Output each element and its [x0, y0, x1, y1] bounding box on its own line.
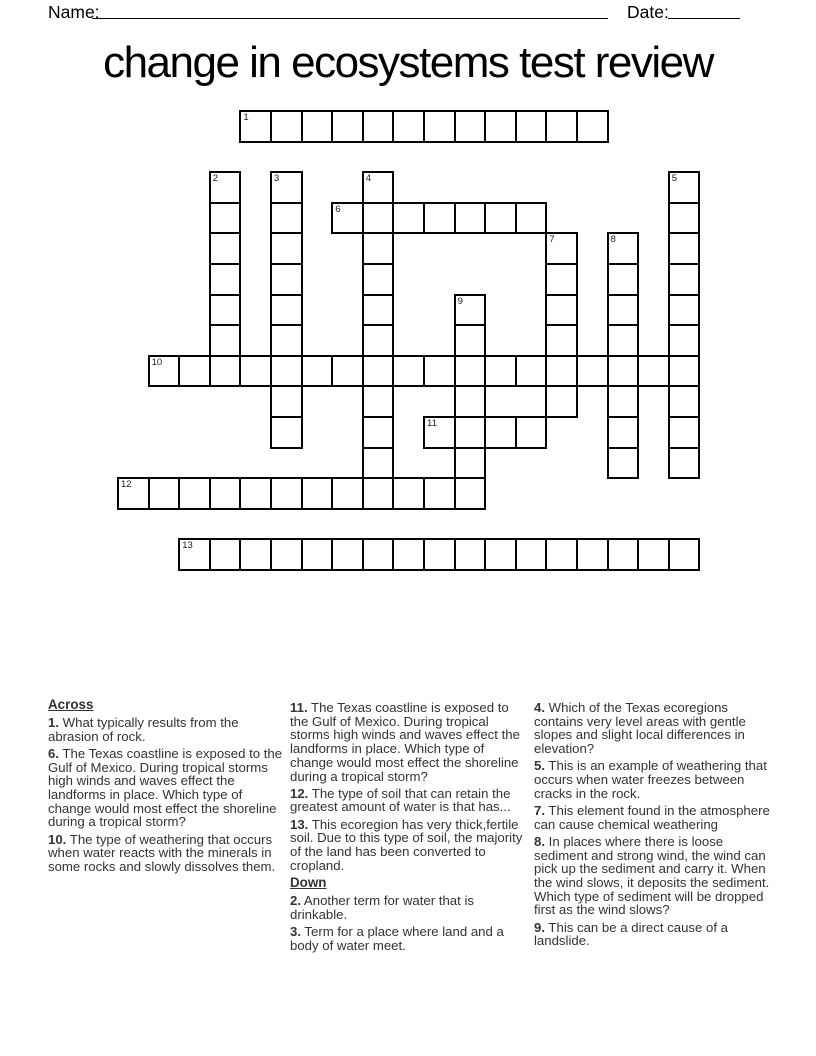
- grid-cell[interactable]: [178, 355, 211, 388]
- grid-cell[interactable]: [668, 416, 701, 449]
- clue-text: Another term for water that is drinkable.: [290, 892, 474, 922]
- grid-cell[interactable]: [668, 324, 701, 357]
- grid-cell[interactable]: [607, 324, 640, 357]
- grid-cell-10[interactable]: [148, 355, 181, 388]
- grid-cell[interactable]: [545, 538, 578, 571]
- grid-cell[interactable]: [331, 355, 364, 388]
- grid-cell[interactable]: [576, 110, 609, 143]
- grid-cell[interactable]: [515, 355, 548, 388]
- grid-cell[interactable]: [270, 202, 303, 235]
- grid-cell[interactable]: [607, 385, 640, 418]
- grid-cell[interactable]: [515, 416, 548, 449]
- grid-cell[interactable]: [668, 202, 701, 235]
- clue-number: 8.: [534, 833, 545, 849]
- grid-cell[interactable]: [454, 355, 487, 388]
- grid-cell[interactable]: [545, 324, 578, 357]
- grid-cell[interactable]: [239, 355, 272, 388]
- grid-cell-7[interactable]: [545, 232, 578, 265]
- grid-cell[interactable]: [178, 477, 211, 510]
- grid-cell-3[interactable]: [270, 171, 303, 204]
- grid-cell[interactable]: [668, 232, 701, 265]
- date-label: Date:: [627, 2, 669, 22]
- grid-cell[interactable]: [392, 110, 425, 143]
- grid-cell[interactable]: [270, 477, 303, 510]
- clue-number: 7.: [534, 802, 545, 818]
- grid-cell[interactable]: [362, 110, 395, 143]
- grid-cell[interactable]: [668, 538, 701, 571]
- clue-text: Term for a place where land and a body of water meet.: [290, 923, 504, 953]
- clue-6: [48, 747, 285, 829]
- grid-cell[interactable]: [362, 447, 395, 480]
- cell-number-2: 2: [212, 173, 219, 185]
- date-blank-line: [668, 18, 740, 19]
- cell-number-6: 6: [335, 203, 341, 215]
- clue-text: The type of soil that can retain the greatest amount of water is that has...: [290, 785, 511, 815]
- grid-cell[interactable]: [484, 385, 547, 418]
- clue-text: This is an example of weathering that occurs when water freezes between cracks in the rock.: [534, 758, 767, 801]
- cell-number-11: 11: [427, 418, 437, 429]
- grid-cell[interactable]: [301, 477, 334, 510]
- grid-cell[interactable]: [545, 355, 578, 388]
- grid-cell[interactable]: [484, 110, 517, 143]
- grid-cell[interactable]: [484, 355, 517, 388]
- page-title: change in ecosystems test review: [103, 38, 713, 87]
- clue-number: 10.: [48, 831, 67, 847]
- grid-cell[interactable]: [270, 110, 303, 143]
- cell-number-13: 13: [182, 540, 193, 552]
- grid-cell[interactable]: [270, 232, 303, 265]
- name-blank-line: [92, 18, 608, 19]
- grid-cell-2[interactable]: [209, 171, 242, 204]
- grid-cell[interactable]: [209, 538, 242, 571]
- grid-cell[interactable]: [362, 202, 395, 235]
- cell-number-12: 12: [121, 479, 132, 491]
- clue-text: In places where there is loose sediment and strong wind, the wind can pick up the sediment and carry it. When the wind slows, it deposits the sediment. Which type of sediment will be dropped first as the wind slows?: [534, 833, 770, 918]
- grid-cell[interactable]: [270, 294, 303, 327]
- grid-cell[interactable]: [301, 538, 334, 571]
- grid-cell[interactable]: [331, 477, 364, 510]
- grid-cell[interactable]: [362, 355, 395, 388]
- name-label: Name:: [48, 2, 100, 22]
- clue-10: [48, 833, 285, 874]
- grid-cell[interactable]: [331, 538, 364, 571]
- grid-cell[interactable]: [454, 324, 487, 357]
- clue-text: The Texas coastline is exposed to the Gulf of Mexico. During tropical storms high winds and waves effect the landforms in place. Which type of change would most effect the shoreline during a tropical storm?: [48, 745, 283, 830]
- grid-cell-12[interactable]: [117, 477, 150, 510]
- grid-cell[interactable]: [209, 202, 242, 235]
- grid-cell[interactable]: [454, 385, 487, 418]
- clue-number: 6.: [48, 745, 59, 761]
- clue-9: [534, 921, 771, 948]
- grid-cell[interactable]: [209, 324, 242, 357]
- grid-cell[interactable]: [301, 110, 334, 143]
- grid-cell[interactable]: [362, 294, 395, 327]
- clue-number: 12.: [290, 785, 309, 801]
- grid-cell[interactable]: [668, 355, 701, 388]
- clue-3: [290, 925, 527, 952]
- clue-column-across: [48, 698, 285, 877]
- grid-cell[interactable]: [270, 355, 303, 388]
- grid-cell[interactable]: [515, 538, 548, 571]
- grid-cell[interactable]: [607, 447, 640, 480]
- grid-cell[interactable]: [423, 202, 456, 235]
- grid-cell[interactable]: [423, 538, 456, 571]
- grid-cell[interactable]: [668, 385, 701, 418]
- clue-number: 2.: [290, 892, 301, 908]
- clue-text: The type of weathering that occurs when water reacts with the minerals in some rocks and slowly dissolves them.: [48, 831, 276, 875]
- grid-cell[interactable]: [454, 447, 487, 480]
- clue-column-down: [534, 698, 771, 951]
- grid-cell[interactable]: [270, 416, 303, 449]
- clue-7: [534, 804, 771, 831]
- clue-text: This element found in the atmosphere can cause chemical weathering: [534, 802, 770, 832]
- clue-number: 5.: [534, 758, 545, 774]
- grid-cell[interactable]: [423, 355, 456, 388]
- clue-number: 11.: [290, 700, 308, 715]
- grid-cell[interactable]: [392, 202, 425, 235]
- grid-cell[interactable]: [148, 477, 181, 510]
- grid-cell[interactable]: [209, 477, 242, 510]
- clue-text: This can be a direct cause of a landslide.: [534, 919, 729, 949]
- cell-number-1: 1: [243, 112, 249, 123]
- grid-cell[interactable]: [392, 538, 425, 571]
- grid-cell-4[interactable]: [362, 171, 395, 204]
- across-header: Across: [48, 697, 94, 712]
- grid-cell-11[interactable]: [423, 416, 456, 449]
- grid-cell[interactable]: [301, 355, 334, 388]
- grid-cell[interactable]: [454, 202, 487, 235]
- grid-cell[interactable]: [484, 538, 517, 571]
- grid-cell[interactable]: [392, 355, 425, 388]
- clue-number: 1.: [48, 715, 59, 730]
- grid-cell[interactable]: [637, 538, 670, 571]
- grid-cell[interactable]: [239, 538, 272, 571]
- clue-number: 13.: [290, 816, 309, 832]
- grid-cell[interactable]: [270, 538, 303, 571]
- grid-cell[interactable]: [607, 294, 640, 327]
- grid-cell[interactable]: [545, 294, 578, 327]
- grid-cell-5[interactable]: [668, 171, 701, 204]
- clue-text: What typically results from the abrasion of rock.: [48, 715, 239, 744]
- grid-cell[interactable]: [668, 447, 701, 480]
- down-header: Down: [290, 874, 327, 890]
- grid-cell-9[interactable]: [454, 294, 487, 327]
- grid-cell[interactable]: [607, 355, 640, 388]
- grid-cell[interactable]: [668, 263, 701, 296]
- grid-cell[interactable]: [270, 324, 303, 357]
- grid-cell-13[interactable]: [178, 538, 211, 571]
- grid-cell[interactable]: [607, 263, 640, 296]
- clue-number: 9.: [534, 919, 545, 935]
- grid-cell[interactable]: [576, 355, 609, 388]
- grid-cell[interactable]: [209, 263, 242, 296]
- grid-cell[interactable]: [576, 538, 609, 571]
- grid-cell[interactable]: [392, 477, 425, 510]
- grid-cell[interactable]: [668, 294, 701, 327]
- grid-cell[interactable]: [454, 538, 487, 571]
- cell-number-3: 3: [274, 173, 280, 185]
- clue-4: [534, 701, 771, 756]
- clue-11: [290, 701, 527, 783]
- clue-text: This ecoregion has very thick,fertile soil. Due to this type of soil, the majority of the land has been converted to cropland.: [290, 816, 523, 873]
- clue-13: [290, 818, 527, 873]
- clue-5: [534, 759, 771, 800]
- grid-cell[interactable]: [362, 263, 395, 296]
- cell-number-8: 8: [610, 234, 616, 246]
- grid-cell-6[interactable]: [331, 202, 364, 235]
- grid-cell[interactable]: [362, 538, 395, 571]
- clue-number: 4.: [534, 700, 545, 715]
- grid-cell-8[interactable]: [607, 232, 640, 265]
- clue-column-middle: [290, 698, 527, 956]
- grid-cell-1[interactable]: [239, 110, 272, 143]
- grid-cell[interactable]: [607, 416, 640, 449]
- clue-2: [290, 894, 527, 921]
- grid-cell[interactable]: [423, 477, 456, 510]
- grid-cell[interactable]: [484, 202, 517, 235]
- clue-8: [534, 835, 771, 917]
- cell-number-5: 5: [671, 173, 678, 185]
- grid-cell[interactable]: [545, 110, 578, 143]
- clue-text: The Texas coastline is exposed to the Gulf of Mexico. During tropical storms high winds and waves effect the landforms in place. Which type of change would most effect the shoreline during a tropical storm?: [290, 700, 520, 784]
- grid-cell[interactable]: [454, 110, 487, 143]
- grid-cell[interactable]: [484, 416, 517, 449]
- grid-cell[interactable]: [209, 232, 242, 265]
- cell-number-4: 4: [365, 173, 372, 185]
- grid-cell[interactable]: [362, 324, 395, 357]
- grid-cell[interactable]: [362, 477, 395, 510]
- cell-number-9: 9: [457, 295, 463, 307]
- grid-cell[interactable]: [209, 294, 242, 327]
- grid-cell[interactable]: [270, 263, 303, 296]
- clue-1: [48, 716, 285, 743]
- cell-number-7: 7: [549, 234, 555, 246]
- grid-cell[interactable]: [362, 232, 395, 265]
- cell-number-10: 10: [151, 356, 163, 368]
- grid-cell[interactable]: [454, 477, 487, 510]
- grid-cell[interactable]: [515, 110, 548, 143]
- grid-cell[interactable]: [637, 355, 670, 388]
- clue-number: 3.: [290, 923, 301, 939]
- grid-cell[interactable]: [209, 355, 242, 388]
- grid-cell[interactable]: [545, 263, 578, 296]
- grid-cell[interactable]: [545, 385, 578, 418]
- grid-cell[interactable]: [362, 385, 395, 418]
- grid-cell[interactable]: [515, 202, 548, 235]
- grid-cell[interactable]: [270, 385, 303, 418]
- clue-12: [290, 787, 527, 814]
- grid-cell[interactable]: [362, 416, 395, 449]
- grid-cell[interactable]: [423, 110, 456, 143]
- grid-cell[interactable]: [239, 477, 272, 510]
- grid-cell[interactable]: [331, 110, 364, 143]
- grid-cell[interactable]: [607, 538, 640, 571]
- grid-cell[interactable]: [454, 416, 487, 449]
- clue-text: Which of the Texas ecoregions contains very level areas with gentle slopes and slight local differences in elevation?: [534, 700, 746, 757]
